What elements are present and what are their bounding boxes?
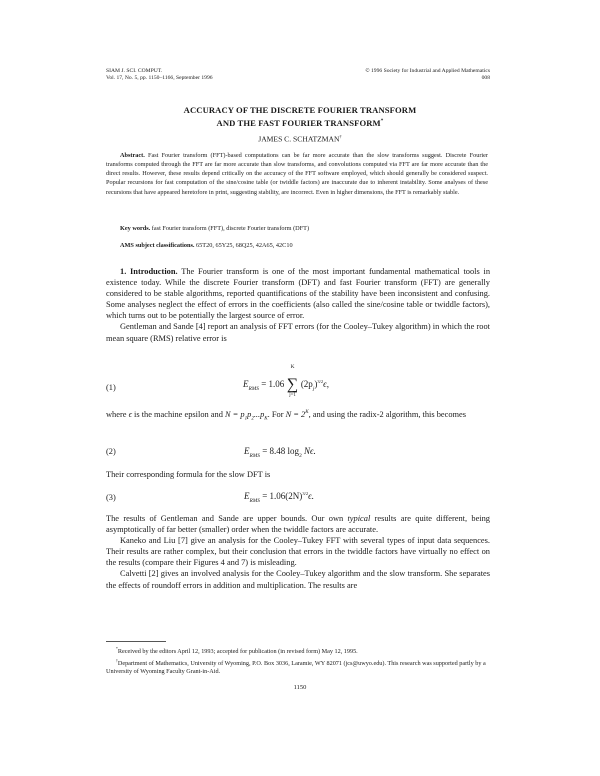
- intro-para1: 1. Introduction. The Fourier transform is one of the most important fundamental mathematical tools in existence today. While the discrete Fourier transform (DFT) and fast Fourier transform (FFT) are generally considered to be stable algorithms, reported quantifications of the stability have been inconsistent and confusing. Some analyses neglect the effect of errors in the coefficients (also called the sine/cosine table or twiddle factors), which turns out to be potentially the largest source of error. Gentleman and Sande [4] report an analysis of FFT errors (for the Cooley–Tukey algorithm) in which the root mean square (RMS) relative error is: [106, 267, 491, 343]
- author-footnote-mark: †: [339, 134, 342, 139]
- ams-text: 65T20, 65Y25, 68Q25, 42A65, 42C10: [194, 242, 293, 249]
- copyright-line2: 008: [481, 75, 490, 81]
- eq1-number: (1): [106, 383, 116, 392]
- author: JAMES C. SCHATZMAN†: [258, 134, 342, 144]
- footnote-1: Received by the editors April 12, 1993; accepted for publication (in revised form) May 12, 1995.: [117, 648, 358, 656]
- section-heading: 1. Introduction.: [120, 267, 178, 276]
- copyright-info: [365, 68, 490, 82]
- footnote-2: Department of Mathematics, University of Wyoming, P.O. Box 3036, Laramie, WY 82071 (jcs@uwyo.edu). This research was supported partly by a University of Wyoming Faculty Grant-in-Aid.: [106, 659, 486, 676]
- eq2-number: (2): [106, 447, 116, 456]
- ams-classifications: [120, 242, 490, 249]
- equation-2: $E_{RMS} = 8.48$ $\log_2 N\epsilon$.: [244, 446, 316, 459]
- journal-line2: Vol. 17, No. 5, pp. 1150–1166, September 1996: [106, 75, 213, 81]
- title-footnote-mark: *: [380, 118, 384, 124]
- keywords: [120, 225, 490, 232]
- eq3-number: (3): [106, 493, 116, 502]
- journal-line1: SIAM J. SCI. COMPUT.: [106, 68, 163, 74]
- equation-1: $E_{RMS} = 1.06$ K ∑ j=1 $(2p_j)^{3/2}\epsilon$,: [243, 364, 329, 398]
- footnotes: *Received by the editors April 12, 1993; accepted for publication (in revised form) May 12, 1995. †Department of Mathematics, University of Wyoming, P.O. Box 3036, Laramie, WY 82071 (jcs@uwyo.edu). This research was supported partly by a University of Wyoming Faculty Grant-in-Aid.: [106, 647, 486, 676]
- intro-para3: where ϵ is the machine epsilon and $N = p_1p_2...p_K$. For $N = 2^K$, and using the radix-2 algorithm, this becomes: [106, 409, 467, 422]
- intro-para7: Calvetti [2] gives an involved analysis for the Cooley–Tukey algorithm and the slow transform. She separates the effects of roundoff errors in addition and multiplication. The results are: [106, 569, 490, 590]
- abstract: [106, 151, 488, 197]
- paper-title-line1: ACCURACY OF THE DISCRETE FOURIER TRANSFORM: [183, 105, 417, 115]
- equation-3: $E_{RMS} = 1.06(2N)^{3/2}\epsilon$.: [244, 491, 314, 504]
- abstract-label: Abstract.: [120, 152, 145, 159]
- ams-label: AMS subject classifications.: [120, 242, 195, 249]
- page-number: 1150: [293, 684, 307, 691]
- footnote-rule: [106, 641, 166, 642]
- intro-para2: Gentleman and Sande [4] report an analysis of FFT errors (for the Cooley–Tukey algorithm) in which the root mean square (RMS) relative error is: [106, 322, 490, 343]
- abstract-text: Fast Fourier transform (FFT)-based computations can be far more accurate than the slow transforms suggest. Discrete Fourier transforms computed through the FFT are far more accurate than slow transforms, and convolutions computed via FFT are far more accurate than the direct results. However, these results depend critically on the accuracy of the FFT software employed, which should generally be considered suspect. Popular recursions for fast computation of the sine/cosine table (or twiddle factors) are inaccurate due to inherent instability. Some analyses of these recursions that have appeared heretofore in print, suggesting stability, are incorrect. Even in higher dimensions, the FFT is remarkably stable.: [106, 152, 488, 196]
- summation-icon: K ∑ j=1: [286, 364, 299, 398]
- intro-para5: The results of Gentleman and Sande are upper bounds. Our own typical results are quite different, being asymptotically of far better (smaller) order when the twiddle factors are accurate. Kaneko and Liu [7] give an analysis for the Cooley–Tukey FFT with several types of input data sequences. Their results are rather complex, but their conclusion that errors in the twiddle factors have virtually no effect on the results (compare their Figures 4 and 7) is misleading. Calvetti [2] gives an involved analysis for the Cooley–Tukey algorithm and the slow transform. She separates the effects of roundoff errors in addition and multiplication. The results are: [106, 514, 490, 590]
- journal-info: [106, 68, 213, 82]
- copyright-line1: © 1996 Society for Industrial and Applied Mathematics: [365, 68, 490, 74]
- keywords-text: fast Fourier transform (FFT), discrete Fourier transform (DFT): [150, 225, 310, 232]
- intro-para4: Their corresponding formula for the slow DFT is: [106, 470, 271, 479]
- paper-title-line2: AND THE FAST FOURIER TRANSFORM*: [216, 117, 384, 128]
- intro-para6: Kaneko and Liu [7] give an analysis for the Cooley–Tukey FFT with several types of input data sequences. Their results are rather complex, but their conclusion that errors in the twiddle factors have virtually no effect on the results (compare their Figures 4 and 7) is misleading.: [106, 536, 490, 568]
- keywords-label: Key words.: [120, 225, 151, 232]
